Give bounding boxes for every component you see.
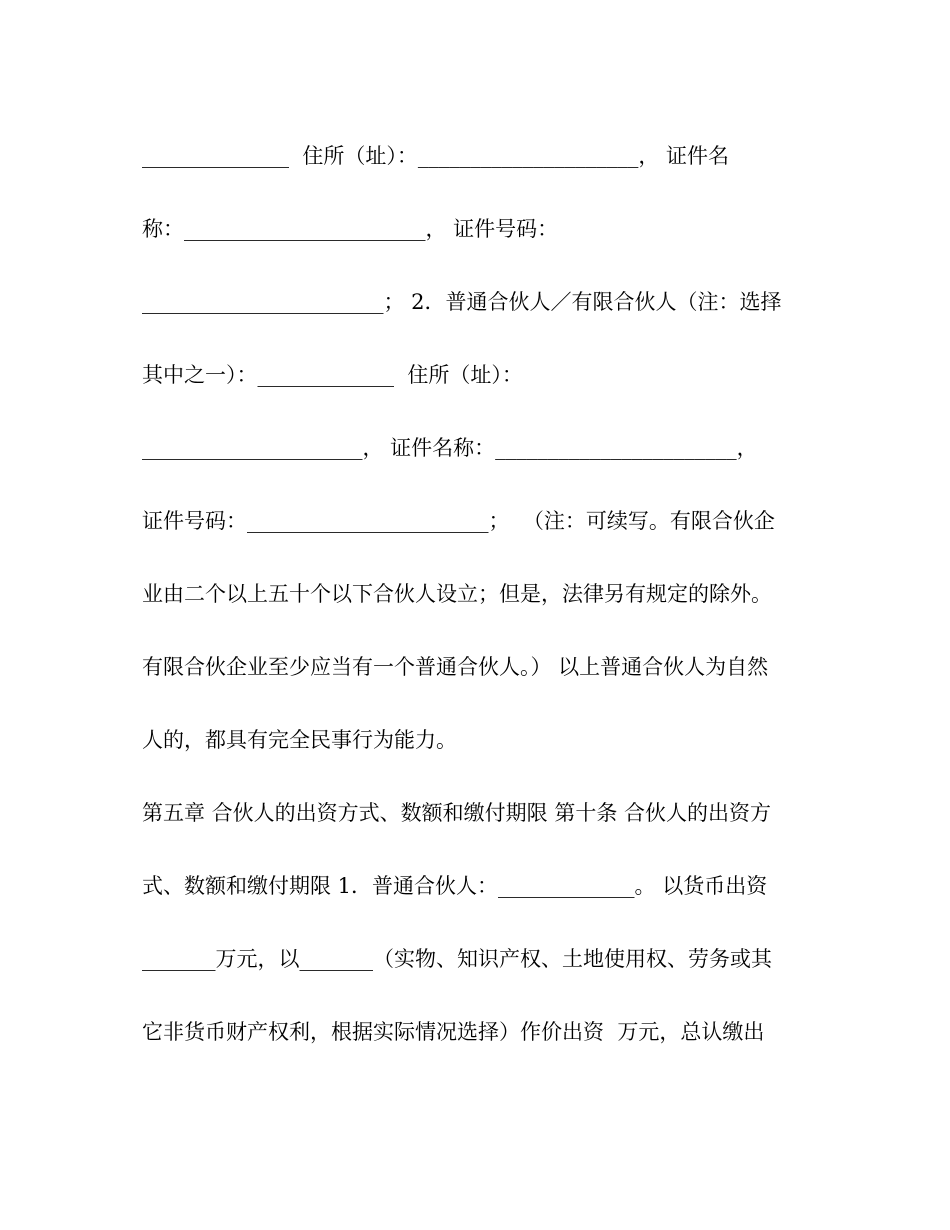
text-line: _______________________； 2．普通合伙人／有限合伙人（注：选择 <box>142 290 782 314</box>
text-line: 式、数额和缴付期限 1．普通合伙人：_____________。 以货币出资 <box>142 874 768 898</box>
text-line: 其中之一）：_____________ 住所（址）： <box>142 363 523 387</box>
text-line: 称：_______________________， 证件号码： <box>142 217 559 241</box>
text-line: 有限合伙企业至少应当有一个普通合伙人。） 以上普通合伙人为自然 <box>142 655 769 679</box>
chapter-heading-line: 第五章 合伙人的出资方式、数额和缴付期限 第十条 合伙人的出资方 <box>142 801 772 825</box>
text-line: _____________________， 证件名称：_______________________， <box>142 436 758 460</box>
text-line: 人的，都具有完全民事行为能力。 <box>142 728 457 752</box>
text-line: _______万元，以_______（实物、知识产权、土地使用权、劳务或其 <box>142 947 772 971</box>
text-line: ______________ 住所（址）：_____________________， 证件名 <box>142 144 730 168</box>
text-line: 证件号码：_______________________； （注：可续写。有限合伙企 <box>142 509 775 533</box>
text-line: 业由二个以上五十个以下合伙人设立；但是，法律另有规定的除外。 <box>142 582 772 606</box>
text-line: 它非货币财产权利，根据实际情况选择）作价出资 万元，总认缴出 <box>142 1020 765 1044</box>
